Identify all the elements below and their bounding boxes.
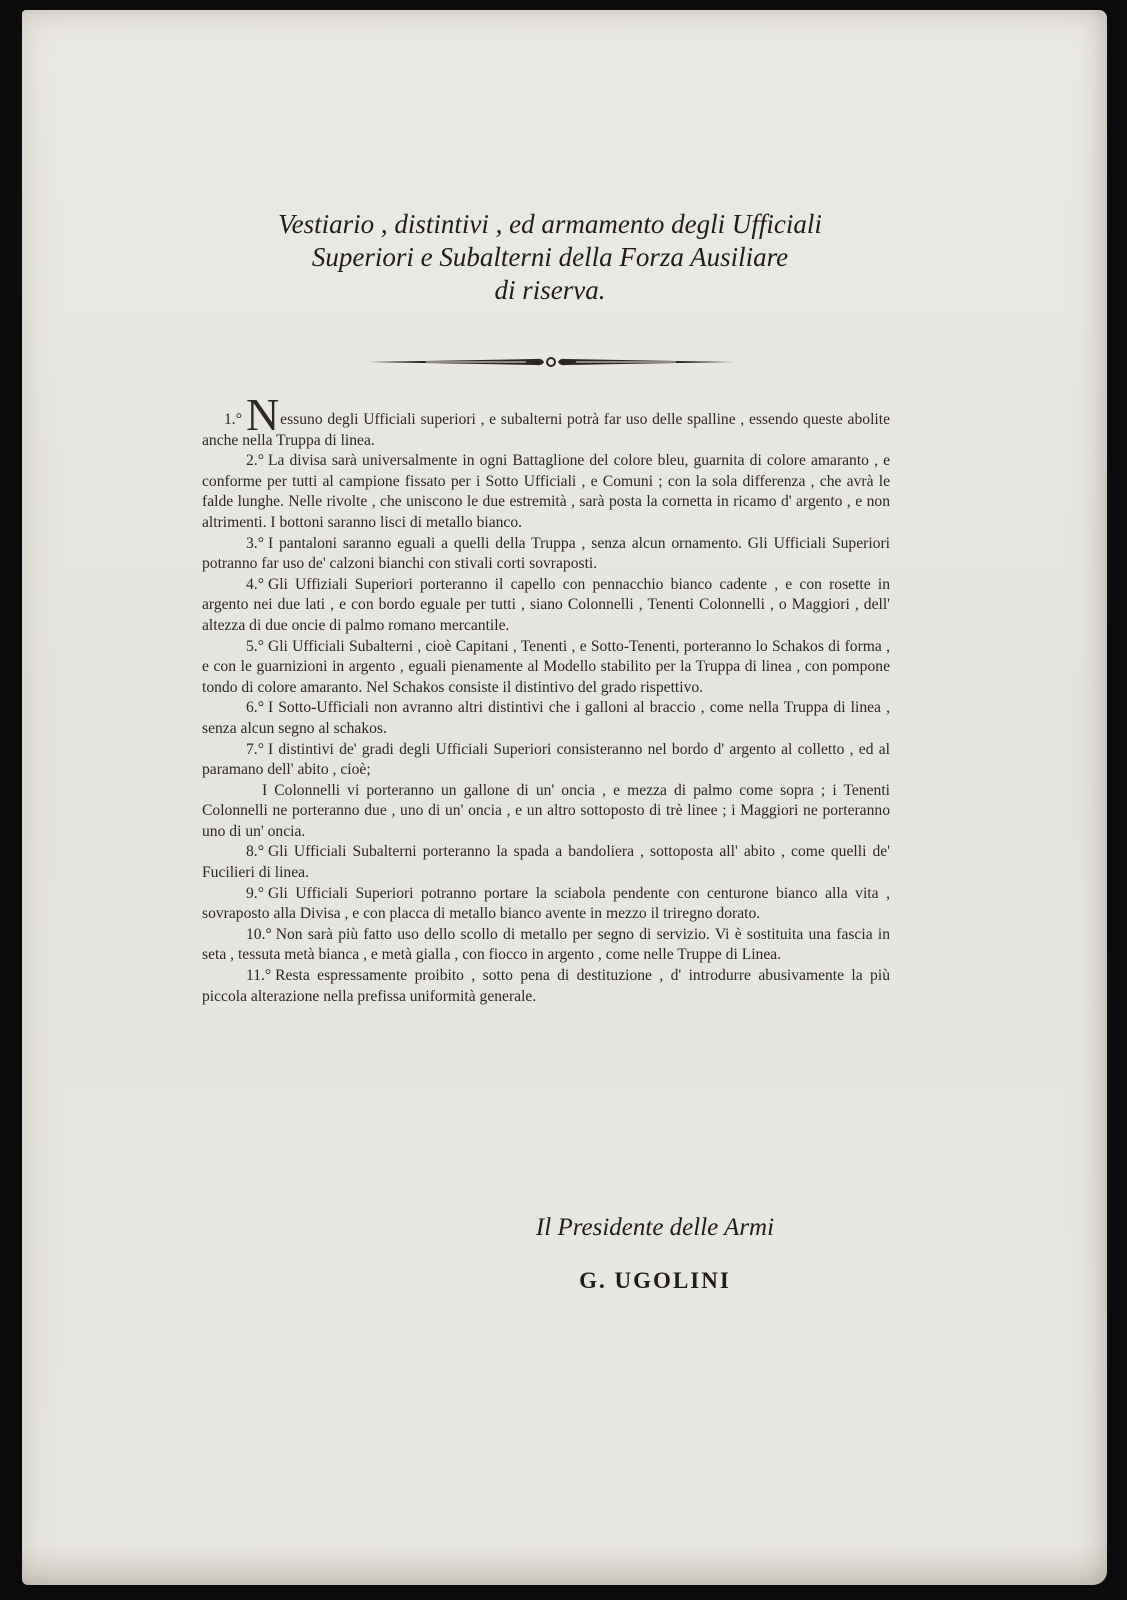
paragraph-number: 5.° — [246, 637, 264, 655]
paragraph-5 — [202, 637, 890, 699]
paragraph-7 — [202, 740, 890, 781]
paragraph-3 — [202, 534, 890, 575]
signature-title: Il Presidente delle Armi — [535, 1214, 775, 1241]
paragraph-text: Resta espressamente proibito , sotto pena di destituzione , d' introdurre abusivamente la più piccola alterazione nella prefissa uniformità generale. — [202, 967, 890, 1005]
paragraph-number: 11.° — [246, 967, 272, 985]
paragraph-1 — [202, 389, 890, 451]
paragraph-text: Gli Ufficiali Superiori potranno portare la sciabola pendente con centurone bianco alla vita , sovraposto alla Divisa , e con placca di metallo bianco avente in mezzo il triregno dorato. — [202, 884, 890, 923]
paragraph-text: Non sarà più fatto uso dello scollo di metallo per segno di servizio. Vi è sostituita una fascia in seta , tessuta metà bianca , e metà gialla , con fiocco in argento , come nelle Truppe di Linea. — [202, 925, 890, 964]
paragraph-2 — [202, 451, 890, 533]
paragraph-number: 10.° — [246, 925, 272, 943]
paragraph-9 — [202, 884, 890, 925]
signature-name: G. UGOLINI — [579, 1268, 731, 1293]
paragraph-8 — [202, 842, 890, 883]
paragraph-10 — [202, 925, 890, 966]
title-line-2: Superiori e Subalterni della Forza Ausiliare — [311, 242, 789, 272]
paragraph-number: 8.° — [246, 843, 264, 861]
paragraph-11 — [202, 966, 890, 1007]
title-line-1: Vestiario , distintivi , ed armamento degli Ufficiali — [278, 209, 822, 239]
document-title — [150, 208, 950, 307]
paragraph-number: 2.° — [246, 452, 264, 470]
paragraph-text: Gli Ufficiali Subalterni , cioè Capitani , Tenenti , e Sotto-Tenenti, porteranno lo Schakos di forma , e con le guarnizioni in argento , eguali pienamente al Modello stabilito per la Truppa di linea , con pompone tondo di colore amaranto. Nel Schakos consiste il distintivo del grado rispettivo. — [202, 637, 890, 696]
paragraph-6 — [202, 698, 890, 739]
paragraph-7-continuation — [202, 781, 890, 843]
paragraph-4 — [202, 575, 890, 637]
paragraph-text: I Sotto-Ufficiali non avranno altri distintivi che i galloni al braccio , come nella Truppa di linea , senza alcun segno al schakos. — [202, 699, 890, 737]
title-line-3: di riserva. — [494, 275, 606, 305]
paragraph-text: I distintivi de' gradi degli Ufficiali Superiori consisteranno nel bordo d' argento al colletto , ed al paramano dell' abito , cioè; — [202, 740, 890, 779]
sheet-edge — [22, 1545, 1107, 1585]
paragraph-number: 7.° — [246, 740, 264, 758]
paragraph-text: I Colonnelli vi porteranno un gallone di un' oncia , e mezza di palmo come sopra ; i Tenenti Colonnelli ne porteranno due , uno di un' oncia , e un altro sottoposto di trè linee ; i Maggiori ne porteranno uno di un' oncia. — [202, 781, 890, 840]
paragraph-text: Gli Ufficiali Subalterni porteranno la spada a bandoliera , sottoposta all' abito , come quelli de' Fucilieri di linea. — [202, 843, 890, 882]
paragraph-text: I pantaloni saranno eguali a quelli della Truppa , senza alcun ornamento. Gli Ufficiali Superiori potranno far uso de' calzoni bianchi con stivali corti sovraposti. — [202, 534, 890, 573]
paragraph-number: 3.° — [246, 534, 264, 552]
paragraph-text: Gli Uffiziali Superiori porteranno il capello con pennacchio bianco cadente , e con rosette in argento nei due lati , e con bordo eguale per tutti , siano Colonnelli , Tenenti Colonnelli , o Maggiori , dell' altezza di due oncie di palmo romano mercantile. — [202, 575, 890, 634]
paragraph-number: 9.° — [246, 884, 264, 902]
paragraph-number: 6.° — [246, 699, 264, 717]
ornamental-rule-divider — [366, 353, 736, 371]
paragraph-number: 1.° — [224, 411, 242, 428]
paragraph-text: La divisa sarà universalmente in ogni Battaglione del colore bleu, guarnita di colore amaranto , e conforme per tutti al campione fissato per i Sotto Ufficiali , e Comuni ; con la sola differenza , che avrà le falde lunghe. Nelle rivolte , che uniscono le due estremità , sarà posta la cornetta in ricamo d' argento , e non altrimenti. I bottoni saranno lisci di metallo bianco. — [202, 452, 890, 531]
paragraph-text: essuno degli Ufficiali superiori , e subalterni potrà far uso delle spalline , essendo queste abolite anche nella Truppa di linea. — [202, 411, 890, 449]
document-body — [202, 389, 890, 1007]
drop-cap: N — [245, 389, 280, 440]
paragraph-number: 4.° — [246, 575, 264, 593]
